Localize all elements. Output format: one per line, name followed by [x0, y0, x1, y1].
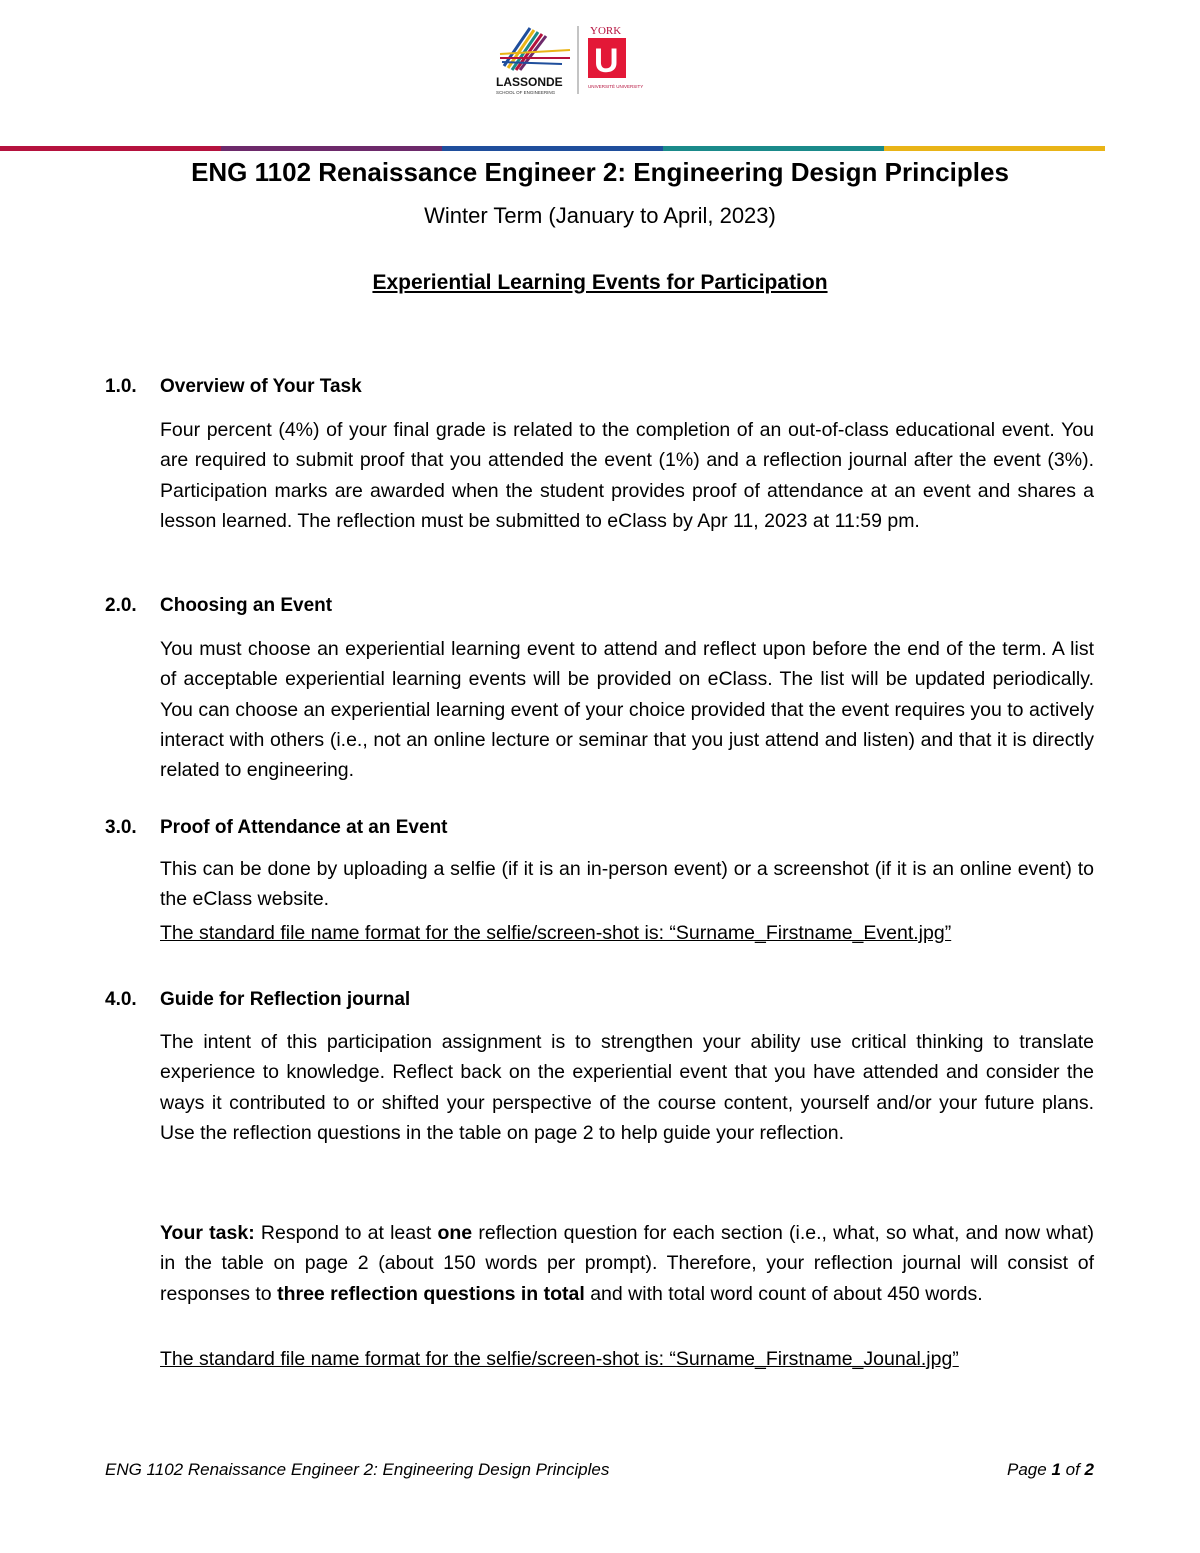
- task-text-2: reflection question for each section (i.e., what, so what, and now what) in the table on page 2 (about 150 words per prompt). Therefore, your reflection journal will consist of responses to: [160, 1222, 1094, 1305]
- section-number: 1.0.: [105, 376, 137, 397]
- lassonde-mark-icon: [500, 28, 570, 70]
- document-title: ENG 1102 Renaissance Engineer 2: Engineering Design Principles: [191, 157, 1009, 187]
- task-text-3: and with total word count of about 450 words.: [584, 1282, 983, 1305]
- footer-course-title: ENG 1102 Renaissance Engineer 2: Engineering Design Principles: [105, 1460, 610, 1479]
- lassonde-wordmark: LASSONDE: [496, 75, 563, 89]
- task-label: Your task:: [160, 1222, 255, 1244]
- header-logos: [490, 18, 650, 98]
- section-title: Overview of Your Task: [160, 376, 362, 397]
- section-body: The intent of this participation assignment is to strengthen your ability use critical thinking to translate experience to knowledge. Reflect back on the experiential event that you have attended and consider the ways it contributed to or shifted your perspective of the course content, yourself and/or your future plans. Use the reflection questions in the table on page 2 to help guide your reflection.: [160, 1031, 1094, 1144]
- document-heading: Experiential Learning Events for Participation: [372, 271, 828, 294]
- lassonde-subtext: SCHOOL OF ENGINEERING: [496, 90, 556, 95]
- section-title: Choosing an Event: [160, 595, 333, 616]
- lassonde-york-logo: [490, 18, 650, 98]
- header-color-band: [0, 146, 1105, 151]
- task-emphasis-one: one: [437, 1222, 473, 1244]
- section-number: 3.0.: [105, 817, 137, 838]
- section-number: 2.0.: [105, 595, 137, 616]
- section-title: Guide for Reflection journal: [160, 989, 411, 1010]
- document-subtitle: Winter Term (January to April, 2023): [424, 203, 776, 228]
- york-u-letter: U: [594, 42, 619, 80]
- section-number: 4.0.: [105, 989, 137, 1010]
- page-label: Page: [1007, 1460, 1052, 1479]
- york-wordmark: YORK: [590, 25, 622, 37]
- section-title: Proof of Attendance at an Event: [160, 817, 448, 838]
- section-body: This can be done by uploading a selfie (if it is an in-person event) or a screenshot (if it is an online event) to the eClass website.: [160, 858, 1094, 911]
- page-separator: of: [1060, 1460, 1085, 1479]
- page-total: 2: [1084, 1460, 1094, 1479]
- section-body: You must choose an experiential learning event to attend and reflect upon before the end of the term. A list of acceptable experiential learning events will be provided on eClass. The list will be updated periodically. You can choose an experiential learning event of your choice provided that the event requires you to actively interact with others (i.e., not an online lecture or seminar that you just attend and listen) and that it is directly related to engineering.: [160, 638, 1094, 782]
- york-subtext: UNIVERSITÉ UNIVERSITY: [588, 84, 644, 89]
- task-emphasis-total: three reflection questions in total: [277, 1282, 585, 1305]
- page-current: 1: [1051, 1460, 1061, 1479]
- section-body: Four percent (4%) of your final grade is related to the completion of an out-of-class educational event. You are required to submit proof that you attended the event (1%) and a reflection journal after the event (3%). Participation marks are awarded when the student provides proof of attendance at an event and shares a lesson learned. The reflection must be submitted to eClass by Apr 11, 2023 at 11:59 pm.: [160, 419, 1094, 532]
- task-paragraph: [160, 1218, 1094, 1309]
- task-text-1: Respond to at least: [254, 1222, 438, 1244]
- footer-page-number: [1007, 1460, 1094, 1480]
- file-name-format-note: The standard file name format for the selfie/screen-shot is: “Surname_Firstname_Jounal.jpg”: [160, 1348, 959, 1370]
- file-name-format-note: The standard file name format for the selfie/screen-shot is: “Surname_Firstname_Event.jpg”: [160, 922, 952, 944]
